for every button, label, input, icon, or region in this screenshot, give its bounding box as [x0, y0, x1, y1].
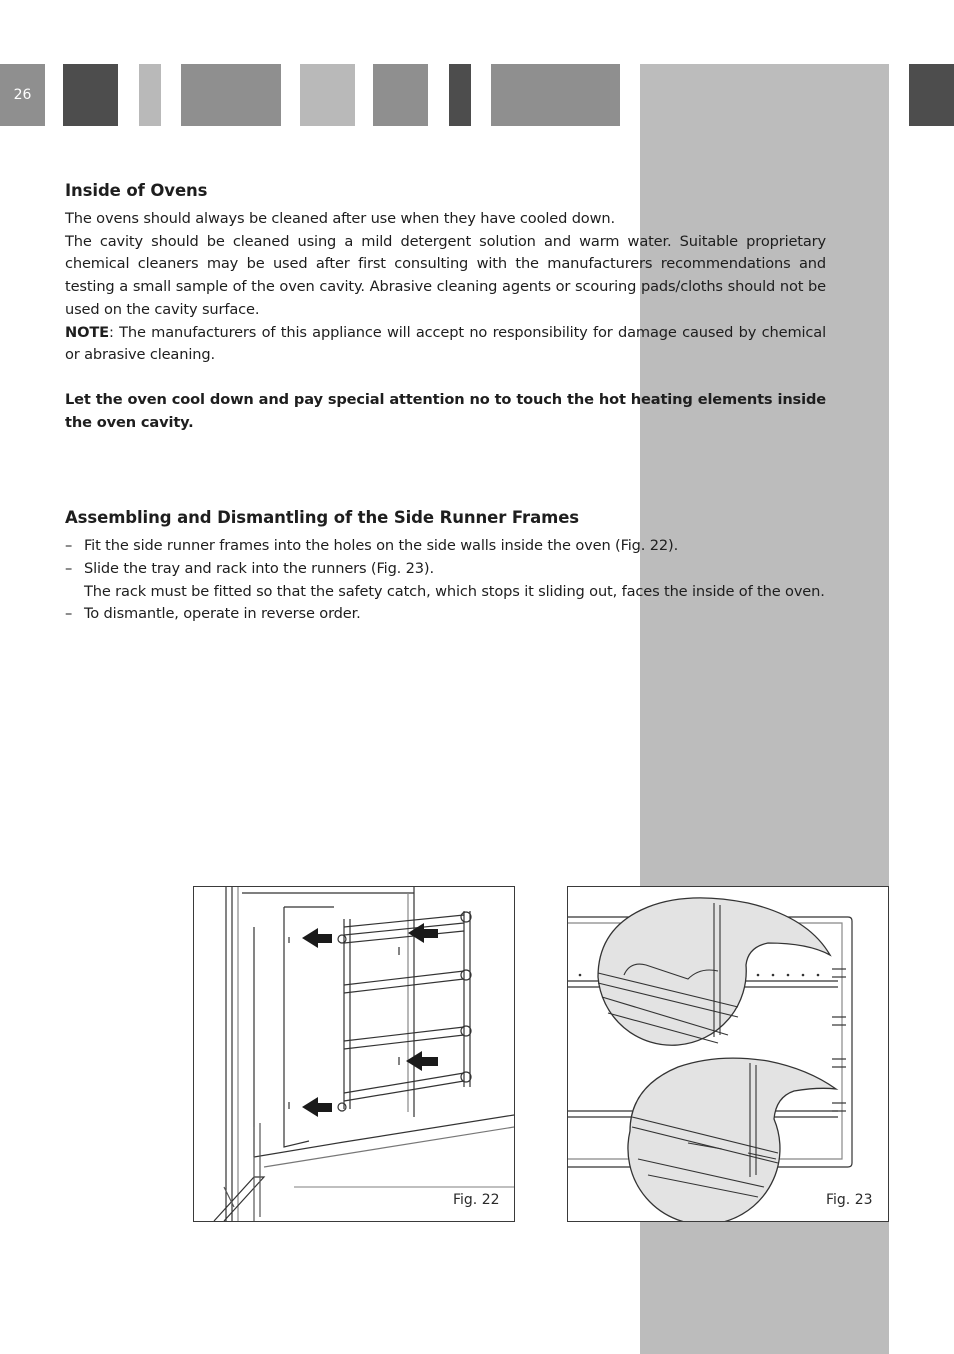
paragraph-2: The cavity should be cleaned using a mild detergent solution and warm water. Suitable proprietary chemical cleaners may be used after first consulting with the manufacturers recommendations and testing a small sample of the oven cavity. Abrasive cleaning agents or scouring pads/cloths should not be used on the cavity surface.: [65, 232, 826, 318]
header-band-2: [139, 64, 161, 126]
figure-22: [193, 886, 515, 1222]
paragraph-1: The ovens should always be cleaned after use when they have cooled down.: [65, 210, 615, 227]
figure-caption: Fig. 23: [826, 1192, 873, 1208]
list-item: – Fit the side runner frames into the holes on the side walls inside the oven (Fig. 22).: [65, 537, 679, 554]
header-band-4: [300, 64, 355, 126]
header-band-8: [909, 64, 954, 126]
header-band-7: [491, 64, 620, 126]
section-inside-of-ovens: [65, 181, 826, 434]
direction-arrows: [302, 923, 438, 1117]
header-band-6: [449, 64, 471, 126]
section-side-runner-frames: [65, 508, 826, 626]
section-heading: Inside of Ovens: [65, 181, 208, 200]
instruction-list: [65, 535, 826, 626]
header-band-5: [373, 64, 428, 126]
header-band-3: [181, 64, 281, 126]
figure-23: [567, 886, 889, 1222]
list-item: – Slide the tray and rack into the runners (Fig. 23). The rack must be fitted so that the safety catch, which stops it sliding out, faces the inside of the oven.: [65, 558, 826, 604]
note-text: : The manufacturers of this appliance will accept no responsibility for damage caused by chemical or abrasive cleaning.: [65, 323, 826, 364]
magnified-detail-top: [598, 898, 830, 1045]
note-paragraph: [65, 322, 826, 367]
tray-rack-illustration: [568, 887, 888, 1221]
magnified-detail-bottom: [628, 1058, 836, 1221]
list-item-subtext: The rack must be fitted so that the safety catch, which stops it sliding out, faces the inside of the oven.: [84, 582, 825, 600]
note-label: NOTE: [65, 323, 109, 341]
warning-text: Let the oven cool down and pay special attention no to touch the hot heating elements inside the oven cavity.: [65, 390, 826, 431]
figure-caption: Fig. 22: [453, 1192, 500, 1208]
header-band-1: [63, 64, 118, 126]
page-number: 26: [0, 64, 45, 126]
side-runner-frame-illustration: [194, 887, 514, 1221]
section-heading: Assembling and Dismantling of the Side Runner Frames: [65, 508, 580, 527]
list-item: – To dismantle, operate in reverse order.: [65, 605, 361, 623]
